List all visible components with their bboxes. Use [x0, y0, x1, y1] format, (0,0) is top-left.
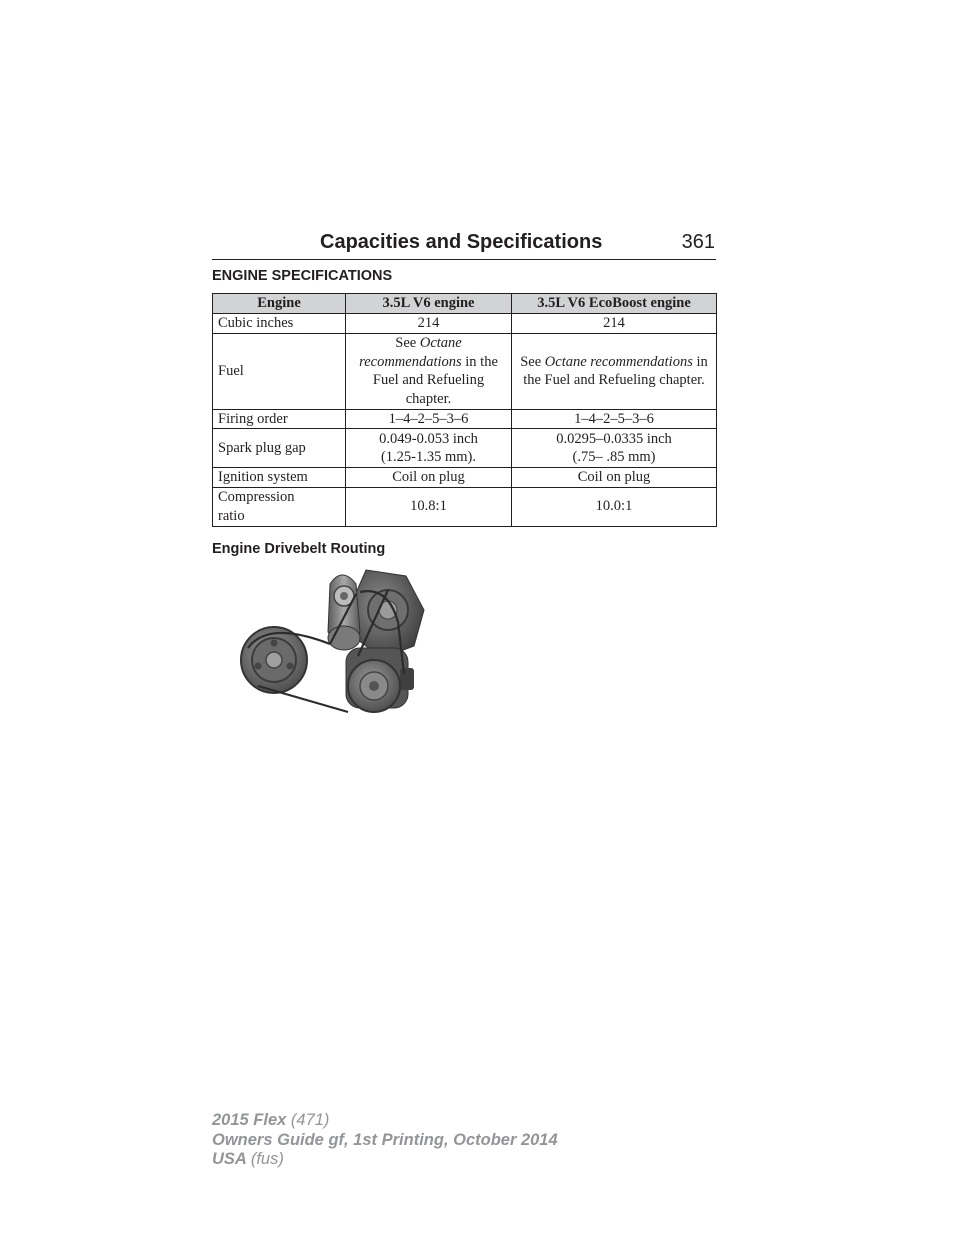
footer-line — [212, 1150, 558, 1170]
fuel-see-text: See — [520, 353, 545, 370]
row-label-line: Compression — [218, 489, 295, 505]
footer-market: USA — [212, 1150, 247, 1168]
footer-model: 2015 Flex — [212, 1111, 287, 1129]
section-title: ENGINE SPECIFICATIONS — [212, 268, 393, 284]
table-row — [213, 333, 717, 409]
gap-mm-text: (1.25-1.35 mm). — [380, 449, 477, 465]
row-label: Cubic inches — [213, 314, 346, 334]
fuel-chapter-text: in the Fuel and Refueling chapter. — [372, 353, 498, 407]
table-row — [213, 487, 717, 526]
cell-v6 — [346, 333, 512, 409]
column-header-engine: Engine — [213, 294, 346, 314]
cell-v6: Coil on plug — [346, 468, 512, 488]
cell-v6: 1–4–2–5–3–6 — [346, 409, 512, 429]
gap-inch-text: 0.0295–0.0335 inch — [556, 430, 672, 447]
cell-ecoboost: Coil on plug — [512, 468, 717, 488]
footer-line — [212, 1111, 558, 1131]
engine-spec-table — [212, 293, 717, 527]
row-label-line: ratio — [218, 507, 245, 524]
cell-ecoboost — [512, 333, 717, 409]
fuel-reference-link-text: Octane recommendations — [359, 335, 462, 370]
column-header-v6: 3.5L V6 engine — [346, 294, 512, 314]
table-row — [213, 314, 717, 334]
crankshaft-pulley — [241, 627, 307, 693]
water-pump-pulley — [346, 648, 414, 712]
cell-ecoboost: 1–4–2–5–3–6 — [512, 409, 717, 429]
drivebelt-routing-diagram — [238, 562, 438, 724]
table-row — [213, 429, 717, 468]
column-header-ecoboost: 3.5L V6 EcoBoost engine — [512, 294, 717, 314]
row-label — [213, 487, 346, 526]
page-title: Capacities and Specifications — [320, 231, 603, 253]
table-header-row — [213, 294, 717, 314]
cell-v6: 214 — [346, 314, 512, 334]
cell-v6: 10.8:1 — [346, 487, 512, 526]
row-label: Spark plug gap — [213, 429, 346, 468]
page-header — [212, 229, 716, 260]
fuel-see-text: See — [395, 335, 420, 351]
page-footer — [212, 1111, 558, 1170]
table-row — [213, 409, 717, 429]
drivebelt-routing-heading: Engine Drivebelt Routing — [212, 541, 386, 557]
footer-market-code: (fus) — [250, 1150, 284, 1168]
fuel-reference-link-text: Octane recommendations — [544, 353, 693, 370]
fuel-chapter-text: in the Fuel and Refueling chapter. — [523, 353, 708, 388]
table-row — [213, 468, 717, 488]
footer-edition: Owners Guide gf, 1st Printing, October 2014 — [212, 1130, 558, 1149]
footer-model-code: (471) — [290, 1111, 330, 1129]
cell-v6 — [346, 429, 512, 468]
row-label: Firing order — [213, 409, 346, 429]
row-label: Fuel — [213, 333, 346, 409]
row-label: Ignition system — [213, 468, 346, 488]
cell-ecoboost: 214 — [512, 314, 717, 334]
cell-ecoboost: 10.0:1 — [512, 487, 717, 526]
cell-ecoboost — [512, 429, 717, 468]
gap-inch-text: 0.049-0.053 inch — [379, 430, 478, 447]
page-number: 361 — [681, 231, 715, 253]
gap-mm-text: (.75– .85 mm) — [572, 449, 656, 465]
